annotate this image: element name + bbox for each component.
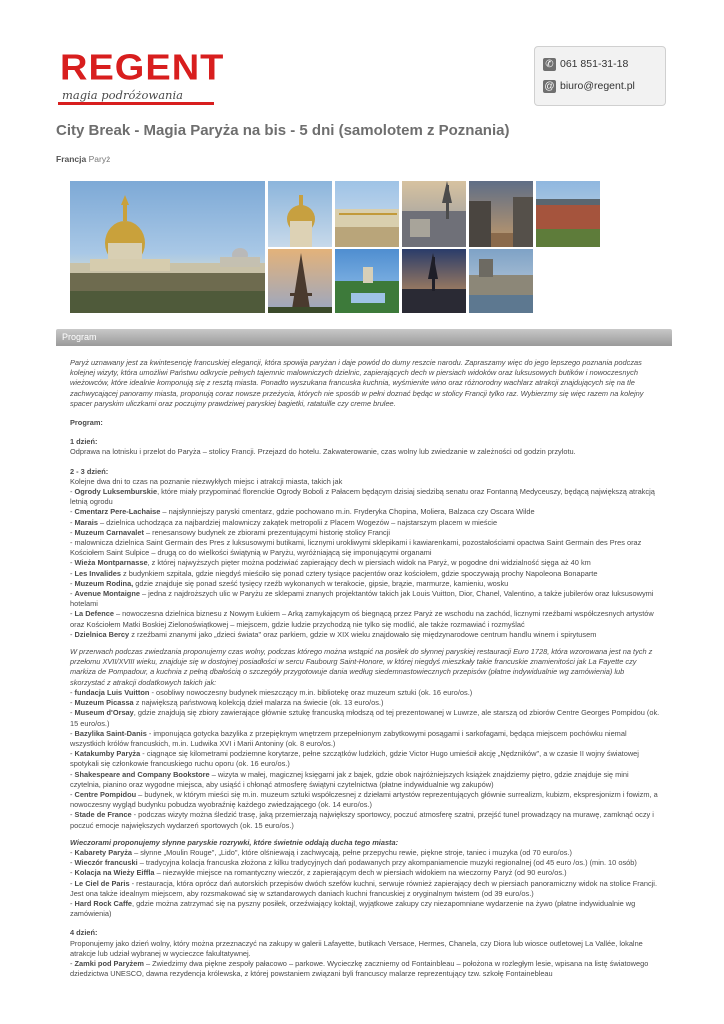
program-section-header xyxy=(56,329,672,346)
list-item-text: – budynek, w którym mieści się m.in. muzeum sztuki współczesnej z dziełami artystów reprezentujących głównie surrealizm, kubizm, ekspresjonizm i fowizm, a nowoczesny wygląd budynku pobudza wyobraźnię każdego zwiedzającego (ok. 14 euro/os.) xyxy=(70,789,658,810)
list-item-text: z budynkiem szpitala, gdzie niegdyś mieściło się ponad cztery tysiące pacjentów oraz kościołem, gdzie spoczywają prochy Napoleona Bonaparte xyxy=(120,568,598,578)
list-item: - Muzeum Carnavalet – renesansowy budynek ze zbiorami prezentującymi historię stolicy Francji xyxy=(70,527,390,537)
logo-underline xyxy=(58,102,214,105)
list-item: - Muzeum Picassa z największą państwową kolekcją dzieł malarza na świecie (ok. 13 euro/os.) xyxy=(70,698,384,708)
photo-rooftops[interactable] xyxy=(401,180,467,248)
list-item: - Wieczór francuski – tradycyjna kolacja francuska złożona z kilku tradycyjnych dań podawanych przy akompaniamencie muzyki regionalnej (od 45 euro /os.) (min. 10 osób) xyxy=(70,858,637,868)
list-item: - Le Ciel de Paris - restauracja, która oprócz dań autorskich przepisów dwóch szefów kuchni, serwuje również zapierający dech w piersiach panoramiczny widok na stolice Francji. Jest ona także idealnym miejscem, aby rozsmakować się w sztandarowych daniach kuchni francuskiej z oryginalnym twistem (od 39 euro/os.) xyxy=(70,878,657,898)
day1-heading: 1 dzień: xyxy=(70,437,98,447)
contact-box xyxy=(534,46,666,106)
list-item-text: – tradycyjna kolacja francuska złożona z kilku tradycyjnych dań podawanych przy akompaniamencie muzyki regionalnej (od 45 euro /os.) (min. 10 osób) xyxy=(137,858,637,868)
section-label: Program xyxy=(62,332,97,342)
photo-street-evening[interactable] xyxy=(468,180,534,248)
day23-lead: Kolejne dwa dni to czas na poznanie niezwykłych miejsc i atrakcji miasta, takich jak xyxy=(70,476,343,486)
list-item: - Avenue Montaigne – jedna z najdroższych ulic w Paryżu ze sklepami znanych projektantów takich jak Louis Vuitton, Dior, Chanel, Valentino, a także jubilerów oraz luksusowymi hotelami xyxy=(70,589,654,609)
day4-item: - Zamki pod Paryżem – Zwiedzimy dwa piękne zespoły pałacowo – parkowe. Wycieczkę zaczniemy od Fontainbleau – położona w rozległym lesie, wpisana na listę światowego dziedzictwa UNESCO, dawna rezydencja królewska, z której powstaniem związani byli francuscy malarze reprezentujący tzw. szkołę Fontainebleau xyxy=(70,958,649,979)
program-heading: Program: xyxy=(70,418,103,428)
list-item: - Kabarety Paryża – słynne „Moulin Rouge", „Lido", które olśniewają i zachwycają, pełne przepychu rewie, piękne stroje, taniec i muzyka (od 70 euro/os.) xyxy=(70,847,572,857)
list-item-title: Marais xyxy=(74,517,98,527)
photo-park-fountain[interactable] xyxy=(334,248,400,314)
list-item-title: Bazylika Saint-Danis xyxy=(74,728,147,738)
breadcrumb-country[interactable]: Francja xyxy=(56,154,87,164)
list-item-title: Kolacja na Wieży Eiffla xyxy=(74,868,155,878)
list-item: - Kolacja na Wieży Eiffla – niezwykłe miejsce na romantyczny wieczór, z zapierającym dech w piersiach widokiem na wieczorny Paryż (od 90 euro/os.) xyxy=(70,868,567,878)
list-item: - Ogrody Luksemburskie, które miały przypominać florenckie Ogrody Boboli z Pałacem będącym dzisiaj siedzibą senatu oraz Fontanną Medyceuszy, będącą największą atrakcją letnią ogrodu xyxy=(70,487,655,507)
park-illustration xyxy=(335,249,400,314)
list-item-text: , z której najwyższych pięter można podziwiać zapierający dech w piersiach widok na Paryż, w pogodne dni widzialność sięga aż 40 km xyxy=(147,558,591,568)
day4-heading: 4 dzień: xyxy=(70,928,98,938)
phone-icon: ✆ xyxy=(543,58,556,71)
phone-number: 061 851-31-18 xyxy=(560,58,629,70)
list-item: - fundacja Luis Vuitton - osobliwy nowoczesny budynek mieszczący m.in. bibliotekę oraz muzeum sztuki (ok. 16 euro/os.) xyxy=(70,687,473,697)
list-item: - malownicza dzielnica Saint Germain des Pres z luksusowymi butikami, licznymi urokliwymi sklepikami i kawiarenkami, pozostałościami opactwa Saint Germain des Pres oraz Kościołem Saint Sulpice – drugą co do wielkości świątynią w Paryżu, wyróżniającą się imponującymi organami xyxy=(70,538,642,558)
photo-place-des-vosges[interactable] xyxy=(535,180,601,248)
program-content xyxy=(70,358,660,979)
day23-list xyxy=(70,487,660,640)
day1-text: Odprawa na lotnisku i przelot do Paryża – stolicy Francji. Przejazd do hotelu. Zakwaterowanie, czas wolny lub zwiedzanie w zależności od godzin przylotu. xyxy=(70,447,576,457)
list-item-title: Museum d'Orsay xyxy=(74,708,134,718)
list-item-title: La Defence xyxy=(74,609,114,619)
list-item-title: Dzielnica Bercy xyxy=(74,629,130,639)
dome-illustration xyxy=(268,181,333,248)
list-item-text: – nowoczesna dzielnica biznesu z Nowym Łukiem – Arką zamykającym oś biegnącą przez Paryż ze wschodu na zachód, licznymi rzeźbami współczesnych artystów oraz Kościołem Matki Boskiej Zielonoświątkowej – miejscem, gdzie ludzie przychodzą nie tylko się modlić, ale także rozmawiać i rozmyślać xyxy=(70,609,654,629)
list-item: - Wieża Montparnasse, z której najwyższych pięter można podziwiać zapierający dech w piersiach widok na Paryż, w pogodne dni widzialność sięga aż 40 km xyxy=(70,558,591,568)
list-item-text: - ciągnące się kilometrami podziemne korytarze, pełne szczątków ludzkich, gdzie Victor Hugo umieścił akcję „Nędzników", a w czasie II wojny światowej spotykali się członkowie francuskiego ruchu oporu (ok. 16 euro/os.) xyxy=(70,749,639,769)
list-item-title: Stade de France xyxy=(74,810,132,820)
contact-email[interactable] xyxy=(543,78,635,94)
list-item-text: - podczas wizyty można śledzić trasę, jaką przemierzają największy sportowcy, poczuć atmosferę szatni, przejść tunel prowadzący na murawę, zamknąć oczy i poczuć emocje największych wydarzeń sportowych (ok. 15 euro/os.) xyxy=(70,810,654,830)
rooftops-illustration xyxy=(402,181,467,248)
list-item-title: Centre Pompidou xyxy=(74,789,137,799)
regent-logo[interactable] xyxy=(58,47,225,107)
list-item-text: gdzie znajduje się ponad sześć tysięcy rzeźb wykonanych w terakocie, gipsie, brązie, marmurze, kamieniu, wosku xyxy=(133,578,509,588)
list-item-text: – najsłynniejszy paryski cmentarz, gdzie pochowano m.in. Fryderyka Chopina, Moliera, Balzaca czy Oscara Wilde xyxy=(160,507,535,517)
square-illustration xyxy=(536,181,601,248)
list-item-title: Cmentarz Pere-Lachaise xyxy=(74,507,161,517)
list-item-title: Hard Rock Caffe xyxy=(74,898,133,908)
list-item: - Les Invalides z budynkiem szpitala, gdzie niegdyś mieściło się ponad cztery tysiące pacjentów oraz kościołem, gdzie spoczywają prochy Napoleona Bonaparte xyxy=(70,568,598,578)
photo-skyline-dusk[interactable] xyxy=(401,248,467,314)
breadcrumb-city[interactable]: Paryż xyxy=(88,154,111,164)
list-item-title: Muzeum Carnavalet xyxy=(74,527,144,537)
logo-tagline: magia podróżowania xyxy=(62,88,184,102)
breadcrumb xyxy=(56,154,110,164)
at-icon: @ xyxy=(544,80,555,92)
page-title: City Break - Magia Paryża na bis - 5 dni (samolotem z Poznania) xyxy=(56,122,510,139)
list-item-text: z rzeźbami znanymi jako „dzieci świata" oraz parkiem, gdzie w XIX wieku znajdowało się międzynarodowe centrum handlu winem i spirytusem xyxy=(129,629,597,639)
optional-intro: W przerwach podczas zwiedzania proponujemy czas wolny, podczas którego można wstąpić na posiłek do słynnej paryskiej restauracji Euro 1728, która wzorowana jest na tych z przełomu XVII/XVIII wieku, znajduje się w dostojnej posiadłości w sercu Faubourg Saint-Honore, w której niegdyś mieszkały takie francuskie znamienitości jak La Fayette czy markiza de Pompadour, a kuchnia z pełną dbałością o szczegóły przygotowuje dania według siedemnastowiecznych przepisów (płatne indywidualnie wg zamówienia) lub skorzystać z atrakcji dodatkowych takich jak: xyxy=(70,647,653,687)
list-item-text: – wizyta w małej, magicznej księgarni jak z bajek, gdzie obok najróżniejszych książek znajdziemy piętro, gdzie znajduje się mini czytelnia, pianino oraz wygodne miejsca, aby usiąść i chłonąć atmosferę świątyni czytelnictwa (płatne indywidualnie wg zakupów) xyxy=(70,769,629,789)
list-item-text: , które miały przypominać florenckie Ogrody Boboli z Pałacem będącym dzisiaj siedzibą senatu oraz Fontanną Medyceuszy, będącą największą atrakcją letnią ogrodu xyxy=(70,487,655,507)
list-item-text: - imponująca gotycka bazylika z przepięknym wnętrzem przepełnionym zabytkowymi posągami i sarkofagami, będąca miejscem pochówku niemal wszystkich królów francuskich, m.in. Ludwika XVI i Marii Antoniny (ok. 8 euro/os.) xyxy=(70,728,627,748)
list-item: - Hard Rock Caffe, gdzie można zatrzymać się na pyszny posiłek, orzeźwiający koktajl, wyjątkowe zakupy czy niezapomniane wydarzenie na żywo (płatne indywidualnie wg zamówienia) xyxy=(70,898,636,919)
day4-item-title: Zamki pod Paryżem xyxy=(74,958,144,968)
list-item: - Muzeum Rodina, gdzie znajduje się ponad sześć tysięcy rzeźb wykonanych w terakocie, gipsie, brązie, marmurze, kamieniu, wosku xyxy=(70,578,509,588)
evening-intro: Wieczorami proponujemy słynne paryskie rozrywki, które świetnie oddają ducha tego miasta: xyxy=(70,837,399,847)
list-item-title: Le Ciel de Paris xyxy=(74,878,130,888)
list-item-text: , gdzie znajdują się zbiory zawierające głównie sztukę francuską młodszą od tej prezentowanej w Luwrze, ale starszą od zbiorów Centre Georges Pompidou (ok. 15 euro/os.) xyxy=(70,708,660,728)
photo-eiffel-tower[interactable] xyxy=(267,248,333,314)
photo-gallery xyxy=(69,180,609,314)
photo-dome-gold[interactable] xyxy=(267,180,333,248)
photo-versailles[interactable] xyxy=(334,180,400,248)
list-item: - Bazylika Saint-Danis - imponująca gotycka bazylika z przepięknym wnętrzem przepełnionym zabytkowymi posągami i sarkofagami, będąca miejscem pochówku niemal wszystkich królów francuskich, m.in. Ludwika XVI i Marii Antoniny (ok. 8 euro/os.) xyxy=(70,728,627,748)
list-item: - La Defence – nowoczesna dzielnica biznesu z Nowym Łukiem – Arką zamykającym oś biegnącą przez Paryż ze wschodu na zachód, licznymi rzeźbami współczesnych artystów oraz Kościołem Matki Boskiej Zielonoświątkowej – miejscem, gdzie ludzie przychodzą nie tylko się modlić, ale także rozmawiać i rozmyślać xyxy=(70,609,654,629)
list-item-text: malownicza dzielnica Saint Germain des Pres z luksusowymi butikami, licznymi urokliwymi sklepikami i kawiarenkami, pozostałościami opactwa Saint Germain des Pres oraz Kościołem Saint Sulpice – drugą co do wielkości świątynią w Paryżu, wyróżniającą się imponującymi organami xyxy=(70,538,642,558)
street-illustration xyxy=(469,181,534,248)
list-item-title: fundacja Luis Vuitton xyxy=(74,687,150,697)
list-item: - Dzielnica Bercy z rzeźbami znanymi jako „dzieci świata" oraz parkiem, gdzie w XIX wieku znajdowało się międzynarodowe centrum handlu winem i spirytusem xyxy=(70,629,597,639)
bridge-illustration xyxy=(469,249,534,314)
list-item-title: Shakespeare and Company Bookstore xyxy=(74,769,210,779)
list-item-text: – niezwykłe miejsce na romantyczny wieczór, z zapierającym dech w piersiach widokiem na wieczorny Paryż (od 90 euro/os.) xyxy=(154,868,567,878)
list-item: - Shakespeare and Company Bookstore – wizyta w małej, magicznej księgarni jak z bajek, gdzie obok najróżniejszych książek znajdziemy piętro, gdzie znajduje się mini czytelnia, pianino oraz wygodne miejsca, aby usiąść i chłonąć atmosferę świątyni czytelnictwa (płatne indywidualnie wg zakupów) xyxy=(70,769,629,789)
list-item: - Cmentarz Pere-Lachaise – najsłynniejszy paryski cmentarz, gdzie pochowano m.in. Fryderyka Chopina, Moliera, Balzaca czy Oscara Wilde xyxy=(70,507,535,517)
list-item-title: Les Invalides xyxy=(74,568,121,578)
intro-paragraph: Paryż uznawany jest za kwintesencję francuskiej elegancji, która spowija paryżan i daje powód do dumy reszcie narodu. Zapraszamy więc do jego lepszego poznania podczas kolejnej wizyty, która umożliwi Państwu odkrycie pełnych tajemnic malowniczych dzielnic, zapierających dech w piersiach widoków oraz luksusowych butików i nowoczesnych wieżowców, które idealnie komponują się z resztą miasta. Ponadto wyszukana francuska kuchnia, wyśmienite wino oraz różnorodny wachlarz atrakcji znajdujących się na tle zachwycającej panoramy miasta, proponują coraz nowsze przeżycia, których nie sposób w pełni doznać będąc w stolicy Francji tylko raz. Wybierzmy się więc razem na kolejny spacer paryskim uliczkami oraz poczujmy prawdziwej paryskiej bagietki, ratatuille czy creme brulee. xyxy=(70,358,644,408)
logo-wordmark: REGENT xyxy=(60,48,225,88)
list-item-title: Wieża Montparnasse xyxy=(74,558,148,568)
list-item-text: – jedna z najdroższych ulic w Paryżu ze sklepami znanych projektantów takich jak Louis Vuitton, Dior, Chanel, Valentino, a także jubilerów oraz luksusowymi hotelami xyxy=(70,589,654,609)
day23-heading: 2 - 3 dzień: xyxy=(70,466,109,476)
email-address: biuro@regent.pl xyxy=(560,80,635,92)
list-item-title: Ogrody Luksemburskie xyxy=(74,487,158,497)
list-item-title: Muzeum Rodina, xyxy=(74,578,134,588)
day4-text: Proponujemy jako dzień wolny, który można przeznaczyć na zakupy w galerii Lafayette, butikach Versace, Hermes, Chanela, czy Diora lub wiosce outletowej La Vallée, lokalne atrakcje lub udział wybranej w wycieczce fakultatywnej. xyxy=(70,938,643,958)
list-item-text: - restauracja, która oprócz dań autorskich przepisów dwóch szefów kuchni, serwuje również zapierający dech w piersiach panoramiczny widok na stolice Francji. Jest ona także idealnym miejscem, aby rozsmakować się w sztandarowych daniach kuchni francuskiej z oryginalnym twistem (od 39 euro/os.) xyxy=(70,878,657,898)
list-item-text: – słynne „Moulin Rouge", „Lido", które olśniewają i zachwycają, pełne przepychu rewie, piękne stroje, taniec i muzyka (od 70 euro/os.) xyxy=(132,847,572,857)
list-item-text: – renesansowy budynek ze zbiorami prezentującymi historię stolicy Francji xyxy=(143,527,390,537)
list-item-title: Muzeum Picassa xyxy=(74,698,134,708)
list-item-title: Wieczór francuski xyxy=(74,858,138,868)
list-item-text: - osobliwy nowoczesny budynek mieszczący m.in. bibliotekę oraz muzeum sztuki (ok. 16 euro/os.) xyxy=(149,687,473,697)
list-item: - Centre Pompidou – budynek, w którym mieści się m.in. muzeum sztuki współczesnej z dziełami artystów reprezentujących głównie surrealizm, kubizm, ekspresjonizm i fowizm, a nowoczesny wygląd budynku pobudza wyobraźnię każdego zwiedzającego (ok. 14 euro/os.) xyxy=(70,789,658,810)
skyline-illustration xyxy=(402,249,467,314)
optional-list xyxy=(70,688,660,831)
contact-phone[interactable] xyxy=(543,56,628,72)
invalides-illustration xyxy=(70,181,266,314)
list-item-title: Katakumby Paryża xyxy=(74,749,141,759)
palace-illustration xyxy=(335,181,400,248)
list-item: - Katakumby Paryża - ciągnące się kilometrami podziemne korytarze, pełne szczątków ludzkich, gdzie Victor Hugo umieścił akcję „Nędzników", a w czasie II wojny światowej spotykali się członkowie francuskiego ruchu oporu (ok. 16 euro/os.) xyxy=(70,749,639,769)
evening-list xyxy=(70,848,660,919)
list-item-text: z największą państwową kolekcją dzieł malarza na świecie (ok. 13 euro/os.) xyxy=(133,698,384,708)
eiffel-illustration xyxy=(268,249,333,314)
photo-invalides[interactable] xyxy=(69,180,266,314)
list-item-title: Kabarety Paryża xyxy=(74,847,133,857)
list-item: - Marais – dzielnica uchodząca za najbardziej malowniczy zakątek metropolii z Placem Wogezów – najstarszym placem w mieście xyxy=(70,517,498,527)
list-item: - Museum d'Orsay, gdzie znajdują się zbiory zawierające głównie sztukę francuską młodszą od tej prezentowanej w Luwrze, ale starszą od zbiorów Centre Georges Pompidou (ok. 15 euro/os.) xyxy=(70,708,660,728)
day4-item-text: – Zwiedzimy dwa piękne zespoły pałacowo – parkowe. Wycieczkę zaczniemy od Fontainbleau – położona w rozległym lesie, wpisana na listę światowego dziedzictwa UNESCO, dawna rezydencja królewska, z której powstaniem związani byli francuscy malarze reprezentujący tzw. szkołę Fontainebleau xyxy=(70,958,649,979)
list-item-text: , gdzie można zatrzymać się na pyszny posiłek, orzeźwiający koktajl, wyjątkowe zakupy czy niezapomniane wydarzenie na żywo (płatne indywidualnie wg zamówienia) xyxy=(70,898,636,919)
photo-seine-bridge[interactable] xyxy=(468,248,534,314)
list-item-text: – dzielnica uchodząca za najbardziej malowniczy zakątek metropolii z Placem Wogezów – najstarszym placem w mieście xyxy=(97,517,498,527)
list-item-title: Avenue Montaigne xyxy=(74,589,140,599)
list-item: - Stade de France - podczas wizyty można śledzić trasę, jaką przemierzają największy sportowcy, poczuć atmosferę szatni, przejść tunel prowadzący na murawę, zamknąć oczy i poczuć emocje największych wydarzeń sportowych (ok. 15 euro/os.) xyxy=(70,810,654,830)
